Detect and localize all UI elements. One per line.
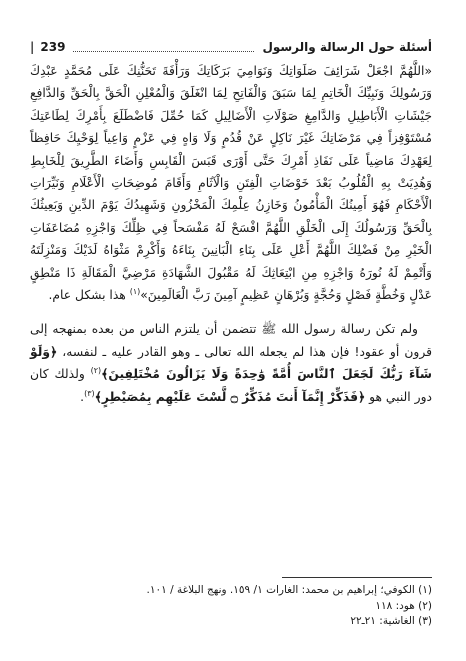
footnote-ref-3: (٣) (84, 388, 95, 398)
quran-verse-1: ﴿وَلَوْ شَآءَ رَبُّكَ لَجَعَلَ ٱلنَّاسَ أُمَّةً وَٰحِدَةً وَلَا يَزَالُونَ مُخْتَلِفِينَ﴾ (30, 344, 432, 382)
footnote-divider (282, 577, 432, 578)
commentary-text-a: ولم تكن رسالة رسول الله ﷺ تتضمن أن يلتزم الناس من بعده بمنهجه إلى قرون أو عقود! فإن هذا لم يجعله الله تعالى ـ وهو القادر عليه ـ لنفسه، (30, 322, 432, 359)
header-separator: | (30, 40, 35, 54)
page-header (30, 38, 432, 56)
footnotes (30, 583, 432, 630)
footnote-2: (٢) هود: ١١٨ (375, 599, 432, 612)
footnote-ref-1: (١) (129, 286, 141, 296)
commentary-paragraph (30, 318, 432, 408)
main-text (30, 60, 432, 408)
prayer-tail: هذا بشكل عام. (48, 288, 130, 303)
prayer-paragraph (30, 60, 432, 306)
prayer-text: «اللَّهُمَّ اجْعَلْ شَرَائِفَ صَلَوَاتِكَ وَنَوَامِيَ بَرَكَاتِكَ وَرَأْفَةَ تَحَنُّنِكَ عَلَى مُحَمَّدٍ عَبْدِكَ وَرَسُولِكَ وَنَبِيِّكَ الْخَاتِمِ لِمَا سَبَقَ وَالْفَاتِحِ لِمَا انْغَلَقَ وَالْمُعْلِنِ الْحَقَّ بِالْحَقِّ وَالدَّافِعِ جَيْشَاتِ الْأَبَاطِيلِ وَالدَّامِغِ صَوْلَاتِ الْأَضَالِيلِ كَمَا حُمِّلَ فَاضْطَلَعَ بِأَمْرِكَ لِطَاعَتِكَ مُسْتَوْفِزاً فِي مَرْضَاتِكَ غَيْرَ نَاكِلٍ عَنْ قُدُمٍ وَلَا وَاهٍ فِي عَزْمٍ وَاعِياً لِوَحْيِكَ حَافِظاً لِعَهْدِكَ مَاضِياً عَلَى نَفَاذِ أَمْرِكَ حَتَّى أَوْرَى قَبَسَ الْقَابِسِ وَأَضَاءَ الطَّرِيقَ لِلْخَابِطِ وَهُدِيَتْ بِهِ الْقُلُوبُ بَعْدَ خَوْضَاتِ الْفِتَنِ وَالْآثَامِ وَأَقَامَ مُوضِحَاتِ الْأَعْلَامِ وَنَيِّرَاتِ الْأَحْكَامِ فَهُوَ أَمِينُكَ الْمَأْمُونُ وَخَازِنُ عِلْمِكَ الْمَخْزُونِ وَشَهِيدُكَ يَوْمَ الدِّينِ وَبَعِيثُكَ بِالْحَقِّ وَرَسُولُكَ إِلَى الْخَلْقِ اللَّهُمَّ افْسَحْ لَهُ مَفْسَحاً فِي ظِلِّكَ وَاجْزِهِ مُضَاعَفَاتِ الْخَيْرِ مِنْ فَضْلِكَ اللَّهُمَّ أَعْلِ عَلَى بِنَاءِ الْبَانِينَ بِنَاءَهُ وَأَكْرِمْ مَثْوَاهُ لَدَيْكَ وَمَنْزِلَتَهُ وَأَتْمِمْ لَهُ نُورَهُ وَاجْزِهِ مِنِ ابْتِعَاثِكَ لَهُ مَقْبُولَ الشَّهَادَةِ مَرْضِيَّ الْمَقَالَةِ ذَا مَنْطِقٍ عَدْلٍ وَخُطَّةٍ فَصْلٍ وَحُجَّةٍ وَبُرْهَانٍ عَظِيمٍ آمِينَ رَبَّ الْعَالَمِينَ» (30, 64, 432, 303)
page-number: 239 (40, 40, 66, 54)
footnote-ref-2: (٢) (90, 366, 102, 376)
commentary-text-b: ولذلك كان دور النبي هو (30, 367, 432, 404)
footnote-1: (١) الكوفي؛ إبراهيم بن محمد: الغارات ١/ ١٥٩. ونهج البلاغة / ١٠١. (146, 584, 432, 596)
quran-verse-2: ﴿فَذَكِّرْ إِنَّمَآ أَنتَ مُذَكِّرٌ ۝ لَّسْتَ عَلَيْهِم بِمُصَيْطِرٍ﴾ (94, 389, 366, 404)
commentary-end: . (80, 389, 85, 404)
running-title: أسئلة حول الرسالة والرسول (262, 40, 432, 54)
header-dotted-leader (73, 43, 254, 52)
footnote-3: (٣) الغاشية: ٢١ـ٢٢ (350, 615, 432, 628)
